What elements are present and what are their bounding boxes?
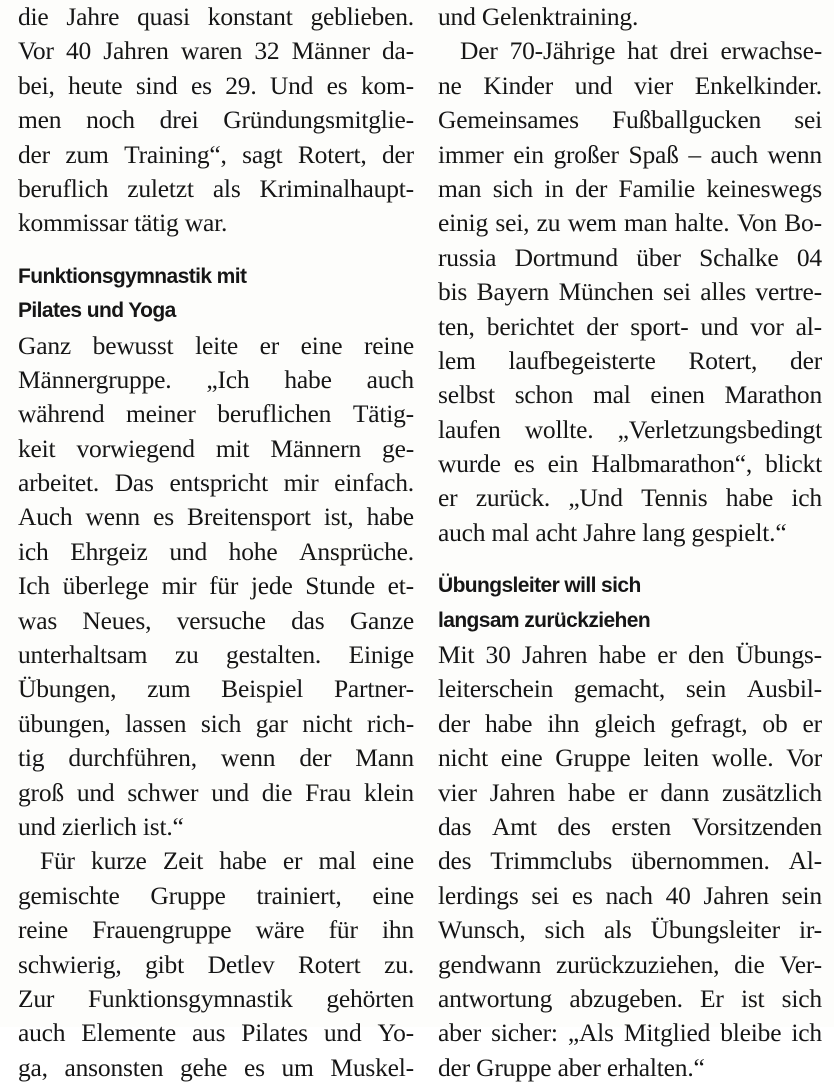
text-line: leiterschein gemacht, sein Ausbil- — [438, 674, 822, 704]
text-line: man sich in der Familie keineswegs — [438, 173, 822, 203]
text-line: Vor 40 Jahren waren 32 Männer da- — [18, 36, 414, 66]
text-line: Zur Funktionsgymnastik gehörten — [18, 983, 414, 1013]
text-line: während meiner beruflichen Tätig- — [18, 399, 414, 429]
text-line: auch mal acht Jahre lang gespielt.“ — [438, 517, 787, 547]
text-line: beruflich zuletzt als Kriminalhaupt- — [18, 173, 414, 203]
text-line: russia Dortmund über Schalke 04 — [438, 242, 822, 272]
text-line: bis Bayern München sei alles vertre- — [438, 277, 822, 307]
text-line: der Gruppe aber erhalten.“ — [438, 1052, 705, 1082]
text-line: Übungen, zum Beispiel Partner- — [18, 674, 414, 704]
text-line: gendwann zurückzuziehen, die Ver- — [438, 949, 822, 979]
paragraph-gap — [18, 241, 414, 260]
text-line: Gemeinsames Fußballgucken sei — [438, 105, 822, 135]
text-line: men noch drei Gründungsmitglie- — [18, 105, 414, 135]
text-line: antwortung abzugeben. Er ist sich — [438, 983, 822, 1013]
text-line: Auch wenn es Breitensport ist, habe — [18, 502, 414, 532]
text-line: lerdings sei es nach 40 Jahren sein — [438, 880, 822, 910]
text-line: Wunsch, sich als Übungsleiter ir- — [438, 915, 822, 945]
text-line: Männergruppe. „Ich habe auch — [18, 364, 414, 394]
subheading: Übungsleiter will sich — [438, 574, 641, 598]
text-line: bei, heute sind es 29. Und es kom- — [18, 70, 414, 100]
text-line: gemischte Gruppe trainiert, eine — [18, 880, 414, 910]
text-line: der zum Training“, sagt Rotert, der — [18, 139, 414, 169]
article-column-right — [438, 0, 822, 1085]
text-line: auch Elemente aus Pilates und Yo- — [18, 1018, 414, 1048]
text-line: keit vorwiegend mit Männern ge- — [18, 433, 414, 463]
text-line: Der 70-Jährige hat drei erwachse- — [460, 36, 822, 66]
text-line: laufen wollte. „Verletzungsbedingt — [438, 414, 822, 444]
text-line: arbeitet. Das entspricht mir einfach. — [18, 468, 414, 498]
text-line: Mit 30 Jahren habe er den Übungs- — [438, 640, 822, 670]
text-line: und zierlich ist.“ — [18, 811, 184, 841]
text-line: was Neues, versuche das Ganze — [18, 605, 414, 635]
text-line: tig durchführen, wenn der Mann — [18, 743, 414, 773]
text-line: die Jahre quasi konstant geblieben. — [18, 2, 414, 31]
text-line: immer ein großer Spaß – auch wenn — [438, 139, 822, 169]
text-line: wurde es ein Halbmarathon“, blickt — [438, 449, 822, 479]
text-line: aber sicher: „Als Mitglied bleibe ich — [438, 1018, 822, 1048]
text-line: kommissar tätig war. — [18, 208, 228, 238]
subheading: Funktionsgymnastik mit — [18, 264, 247, 288]
text-line: des Trimmclubs übernommen. Al- — [438, 846, 822, 876]
text-line: reine Frauengruppe wäre für ihn — [18, 915, 414, 945]
text-line: nicht eine Gruppe leiten wolle. Vor — [438, 743, 822, 773]
text-line: schwierig, gibt Detlev Rotert zu. — [18, 949, 414, 979]
text-line: ich Ehrgeiz und hohe Ansprüche. — [18, 536, 414, 566]
text-line: Ich überlege mir für jede Stunde et- — [18, 571, 414, 601]
text-line: vier Jahren habe er dann zusätzlich — [438, 777, 822, 807]
text-line: das Amt des ersten Vorsitzenden — [438, 811, 822, 841]
text-line: der habe ihn gleich gefragt, ob er — [438, 708, 822, 738]
text-line: er zurück. „Und Tennis habe ich — [438, 483, 822, 513]
text-line: Für kurze Zeit habe er mal eine — [40, 846, 414, 876]
article-column-left — [18, 0, 414, 1085]
text-line: groß und schwer und die Frau klein — [18, 777, 414, 807]
text-line: ne Kinder und vier Enkelkinder. — [438, 70, 822, 100]
text-line: ten, berichtet der sport- und vor al- — [438, 311, 822, 341]
text-line: unterhaltsam zu gestalten. Einige — [18, 640, 414, 670]
subheading: langsam zurückziehen — [438, 608, 651, 632]
text-line: Ganz bewusst leite er eine reine — [18, 330, 414, 360]
subheading: Pilates und Yoga — [18, 299, 176, 323]
paragraph-gap — [438, 550, 822, 569]
text-line: und Gelenktraining. — [438, 2, 639, 31]
text-line: lem laufbegeisterte Rotert, der — [438, 345, 822, 375]
text-line: ga, ansonsten gehe es um Muskel- — [18, 1052, 414, 1082]
text-line: selbst schon mal einen Marathon — [438, 380, 822, 410]
text-line: übungen, lassen sich gar nicht rich- — [18, 708, 414, 738]
text-line: einig sei, zu wem man halte. Von Bo- — [438, 208, 822, 238]
